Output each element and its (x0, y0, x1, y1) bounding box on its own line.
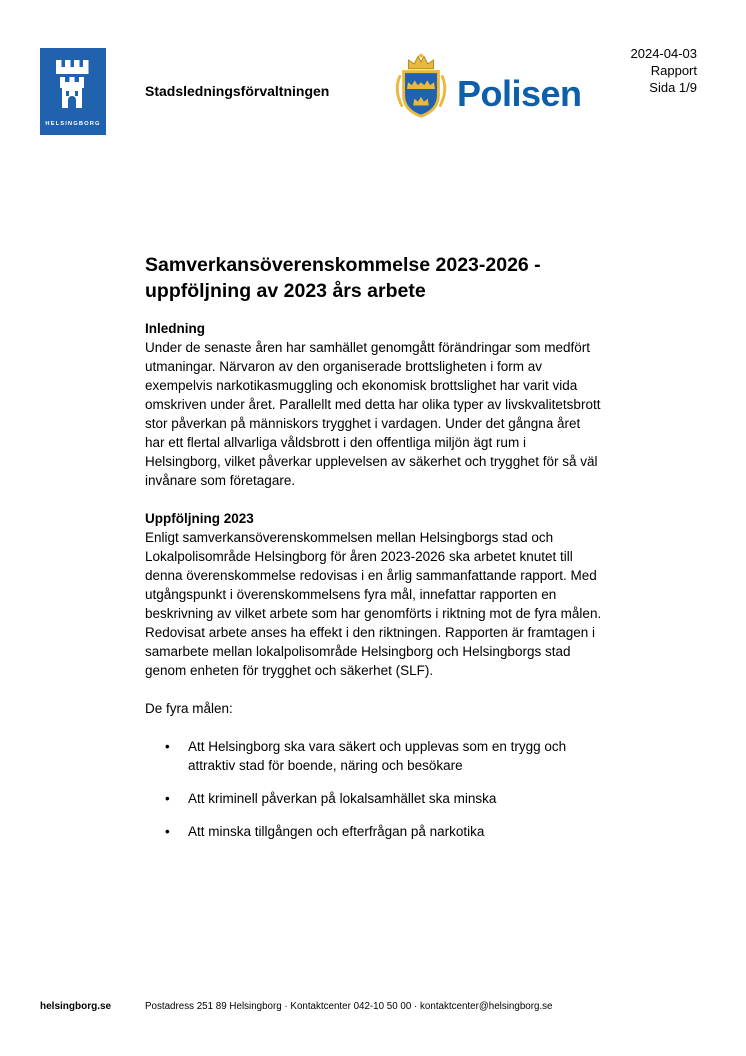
polisen-coat-of-arms-icon (392, 53, 450, 127)
helsingborg-logo (40, 48, 106, 135)
goals-intro: De fyra målen: (145, 701, 233, 716)
bullet-icon: • (165, 791, 170, 806)
goal-text: Att Helsingborg ska vara säkert och upplevas som en trygg och attraktiv stad för boende, näring och besökare (188, 739, 567, 773)
section-heading-inledning: Inledning (145, 321, 205, 336)
bullet-icon: • (165, 739, 170, 754)
list-item (165, 822, 603, 841)
page-number: Sida 1/9 (649, 80, 697, 95)
goal-text: Att minska tillgången och efterfrågan på narkotika (188, 824, 485, 839)
document-meta (631, 45, 698, 96)
list-item (165, 737, 603, 775)
list-item (165, 789, 603, 808)
document-body (145, 252, 603, 855)
polisen-logo (392, 53, 582, 127)
bullet-icon: • (165, 824, 170, 839)
helsingborg-logo-label: HELSINGBORG (45, 121, 101, 128)
footer-website: helsingborg.se (40, 1001, 112, 1012)
footer-contact-info: Postadress 251 89 Helsingborg · Kontaktcenter 042-10 50 00 · kontaktcenter@helsingborg.se (145, 1001, 553, 1012)
section-paragraph-uppfoljning: Enligt samverkansöverenskommelsen mellan Helsingborgs stad och Lokalpolisområde Helsingborg för åren 2023-2026 ska arbetet knutet till denna överenskommelse redovisas i en årlig sammanfattande rapport. Med utgångspunkt i överenskommelsens fyra mål, innefattar rapporten en beskrivning av vilket arbete som har genomförts i riktning mot de fyra målen. Redovisat arbete anses ha effekt i den riktningen. Rapporten är framtagen i samarbete mellan lokalpolisområde Helsingborg och Helsingborgs stad genom enheten för trygghet och säkerhet (SLF). (145, 530, 602, 678)
polisen-wordmark: Polisen (457, 73, 582, 114)
document-type: Rapport (650, 63, 697, 78)
goals-list (165, 737, 603, 841)
document-date: 2024-04-03 (630, 46, 697, 61)
document-title: Samverkansöverenskommelse 2023-2026 - uppföljning av 2023 års arbete (145, 254, 541, 302)
organization-name: Stadsledningsförvaltningen (145, 83, 330, 99)
goal-text: Att kriminell påverkan på lokalsamhället ska minska (188, 791, 497, 806)
section-heading-uppfoljning: Uppföljning 2023 (145, 511, 254, 526)
helsingborg-castle-icon (53, 60, 93, 116)
section-paragraph-inledning: Under de senaste åren har samhället genomgått förändringar som medfört utmaningar. Närvaron av den organiserade brottsligheten i form av exempelvis narkotikasmuggling och ekonomisk brottslighet har varit vida omskriven under året. Parallellt med detta har olika typer av livskvalitetsbrott stor påverkan på människors trygghet i vardagen. Under det gångna året har ett flertal allvarliga våldsbrott i den offentliga miljön ägt rum i Helsingborg, vilket påverkar upplevelsen av säkerhet och trygghet för så väl invånare som företagare. (145, 340, 601, 488)
